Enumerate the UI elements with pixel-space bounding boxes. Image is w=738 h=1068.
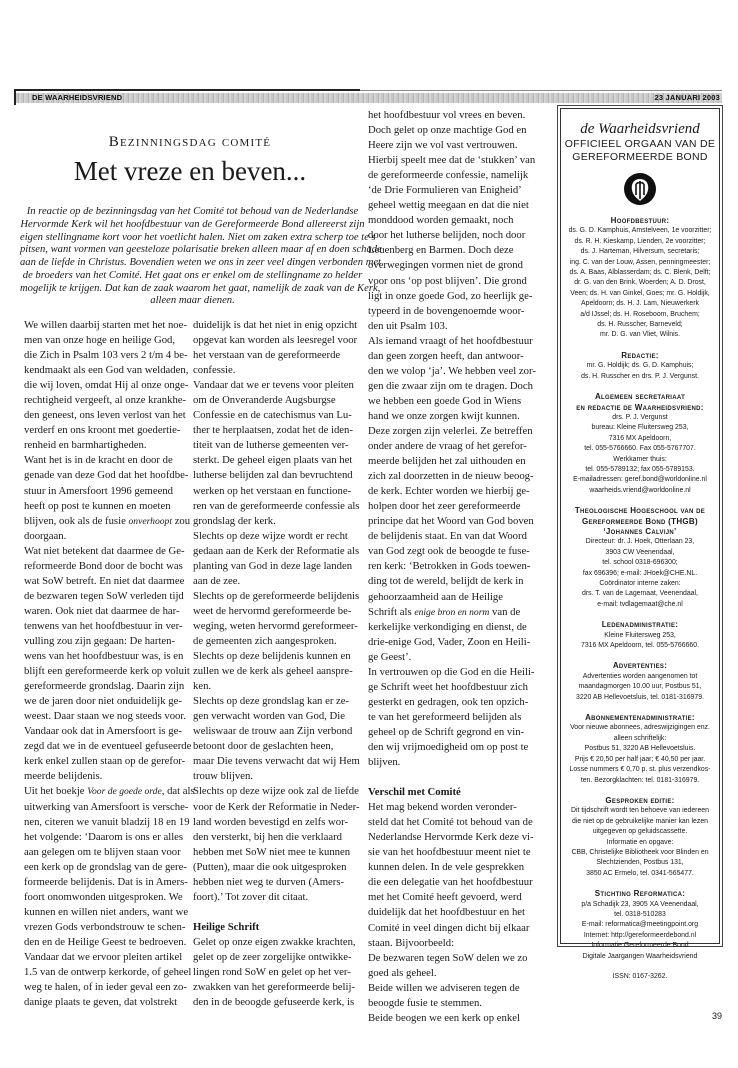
text-line: duidelijk dat het hoofdbestuur en het	[368, 906, 526, 919]
text-line: reformeerde Bond door de bocht was	[24, 559, 183, 572]
text-segment: Schrift als	[368, 605, 415, 618]
colophon-line: tel. 055-5766660. Fax 055-5767707.	[584, 445, 696, 453]
text-line: werken op het verstaan en functione-	[193, 484, 352, 497]
colophon-line: Werkkamer thuis:	[613, 455, 667, 463]
intro-line: eigen stellingname kort voor het voetlicht halen. Niet om zaken extra scherp toe te s	[20, 231, 376, 243]
colophon-heading: Advertenties:	[612, 661, 668, 671]
text-line: die een delegatie van het hoofdbestuur	[368, 876, 533, 889]
gereformeerde-bond-logo-icon	[623, 172, 657, 206]
text-line: kerkelijke verkondiging en dienst, de	[368, 620, 527, 633]
text-line: zwakken van het gereformeerde belij-	[193, 981, 356, 994]
text-line: den wij vrijmoedigheid om op post te	[368, 740, 529, 753]
colophon-line: Dit tijdschrift wordt ten behoeve van iedereen	[571, 807, 709, 815]
colophon-line: 3850 AC Ermelo, tel. 0341-565477.	[586, 869, 694, 877]
text-segment: Uit het boekje	[24, 785, 88, 798]
text-line: gen die zwaar zijn om te dragen. Doch	[368, 379, 533, 392]
text-line: nen, citeren we vanuit bladzij 18 en 19	[24, 815, 190, 828]
text-line: meerde belijden het zal uithouden en	[368, 455, 526, 468]
text-line: Slechts op deze wijze wordt er recht	[193, 529, 348, 542]
colophon-line: Internet: http://gereformeerdebond.nl	[583, 931, 697, 939]
text-line: ren kerk: ‘Betrokken in Gods toewen-	[368, 560, 531, 573]
colophon-section	[561, 506, 719, 610]
text-line: wat SoW betreft. En niet dat daarmee	[24, 574, 185, 587]
text-line: gehoorzaamheid aan de Heilige	[368, 590, 504, 603]
text-line: blijft een gereformeerde kerk op voluit	[24, 665, 190, 678]
text-line: Vandaar dat we ervoor pleiten artikel	[24, 950, 183, 963]
text-line: ge Schrift weet het hoofdbestuur zich	[368, 680, 528, 693]
colophon-line: a/d IJssel; ds. H. Roseboom, Bruchem;	[580, 310, 700, 318]
text-line: overwegingen vormen niet de grond	[368, 259, 523, 272]
colophon-line: Coördinator interne zaken:	[599, 580, 681, 587]
text-line: danige plaats te geven, dat volstrekt	[24, 996, 178, 1009]
text-line: zullen we de kerk als geheel aanspre-	[193, 665, 353, 678]
text-line: stuur in Amersfoort 1996 gemeend	[24, 484, 174, 497]
text-line: weging, weten hervormd gereformeer-	[193, 619, 358, 632]
colophon-heading: Gereformeerde Bond (THGB)	[582, 516, 698, 526]
colophon-section	[561, 392, 719, 496]
text-line: weest. Daar staan we nog steeds voor.	[24, 710, 187, 723]
text-line: Deze zorgen zijn velerlei. Ze betreffen	[368, 424, 533, 437]
text-line: Doch gelet op onze machtige God en	[368, 124, 527, 137]
colophon-line: Veen; ds. H. van Ginkel, Goes; mr. G. Holdijk,	[570, 289, 710, 297]
text-line: genade van deze God dat het hoofdbe-	[24, 469, 189, 482]
colophon-line: Informatie en opgave:	[606, 838, 674, 846]
text-line: het hoofdbestuur vol vrees en beven.	[368, 109, 526, 121]
text-line: het volgende: ‘Daarom is ons er alles	[24, 830, 184, 843]
colophon-section	[561, 972, 719, 982]
text-line: Het mag bekend worden veronder-	[368, 801, 517, 814]
text-line: hebben met SoW niet mee te kunnen	[193, 845, 351, 858]
colophon-line: ds. A. Baas, Alblasserdam; ds. C. Blenk, Delft;	[569, 269, 711, 277]
text-line: om de Onveranderde Augsburgse	[193, 394, 336, 407]
colophon-line: tel. 0318-510283	[614, 910, 666, 918]
text-line: Heere zijn we vol vast vertrouwen.	[368, 139, 518, 152]
text-line: Slechts op de gereformeerde belijdenis	[193, 589, 360, 602]
intro-line: In reactie op de bezinningsdag van het Comité tot behoud van de Nederlandse	[26, 206, 359, 217]
text-line: geheel op de Schrift gegrond en vin-	[368, 725, 525, 738]
text-line: meerde belijdenis.	[24, 770, 103, 783]
text-line: voor ons ‘op post blijven’. Die grond	[368, 274, 527, 287]
italic-text: enige bron en norm	[414, 606, 490, 618]
text-line: de bezwaren tegen SoW verleden tijd	[24, 589, 184, 602]
text-line: Gelet op onze eigen zwakke krachten,	[193, 935, 356, 948]
text-line: hebben niet weg te durven (Amers-	[193, 875, 345, 888]
text-line: Comité in veel dingen dicht bij elkaar	[368, 921, 530, 934]
text-line: holpen door het zeer gereformeerde	[368, 500, 521, 513]
colophon-line: Digitale Jaargangen Waarheidsvriend	[582, 952, 698, 960]
text-line: we hebben een goede God in Wiens	[368, 394, 522, 407]
text-line: ligt in onze goede God, zo heerlijk ge-	[368, 289, 533, 302]
header-rule	[14, 89, 360, 91]
colophon-line: dr. G. van den Brink, Woerden; A. D. Drost,	[574, 279, 706, 287]
text-line: land worden bevestigd en zelfs wor-	[193, 815, 348, 828]
text-line: die wij loven, omdat Hij al onze onge-	[24, 379, 189, 392]
text-line: gelet op de zeer zorgelijke ontwikke-	[193, 950, 352, 963]
colophon-line: Losse nummers € 0,70 p. st. plus verzendkos-	[569, 766, 711, 774]
text-line: gen verwacht worden van God, Die	[193, 710, 345, 723]
text-line: monddood worden gemaakt, noch	[368, 214, 514, 227]
text-line: hand we onze zorgen kwijt kunnen.	[368, 409, 520, 422]
text-line: den en de Heilige Geest te bedroeven.	[24, 935, 187, 948]
italic-text: onverhoopt	[128, 515, 173, 527]
colophon-line: alleen schriftelijk:	[613, 734, 667, 742]
article-column-2	[193, 318, 361, 1010]
colophon-line: E-mail: reformatica@meetingpoint.org	[581, 921, 699, 929]
intro-line: pitsen, want vormen van geesteloze polarisatie breken alleen maar af en doen schade	[20, 244, 382, 256]
colophon-section	[561, 713, 719, 786]
text-line: de belijdenis staat. En van dat Woord	[368, 530, 527, 543]
text-line: 1.5 van de ontwerp kerkorde, of geheel	[24, 966, 192, 979]
text-line: den versterkt, bij hen die verklaard	[193, 830, 342, 843]
colophon-publication: de Waarheidsvriend	[580, 121, 700, 137]
text-line: waren. Ook niet dat daarmee de har-	[24, 604, 180, 617]
text-line: weet de hervormd gereformeerde be-	[193, 604, 352, 617]
colophon-heading: Ledenadministratie:	[601, 620, 679, 630]
colophon-heading: en redactie de Waarheidsvriend:	[576, 402, 704, 412]
text-line: doorgaan.	[24, 529, 67, 542]
article-column-1	[24, 318, 195, 1010]
colophon-line: Prijs € 20,50 per half jaar; € 40,50 per jaar.	[574, 755, 706, 763]
article-title: Met vreze en beven...	[73, 156, 307, 186]
text-line: aan gelegen om te blijven staan voor	[24, 845, 181, 858]
text-line: Nederlandse Hervormde Kerk deze vi-	[368, 831, 534, 844]
text-line: beoogde fusie te stemmen.	[368, 996, 482, 1009]
text-line: den uit Psalm 103.	[368, 319, 448, 332]
text-line: We willen daarbij starten met het noe-	[24, 319, 187, 331]
page-number: 39	[712, 1011, 723, 1021]
colophon-line: waarheids.vriend@worldonline.nl	[589, 486, 691, 494]
colophon-line: ds. J. Harteman, Hilversum, secretaris;	[580, 248, 700, 256]
colophon-heading: Redactie:	[621, 350, 659, 360]
intro-line: aan de liefde in Christus. Bovendien weten we ons in zeer veel dingen verbonden met	[20, 257, 381, 268]
text-line: In vertrouwen op die God en die Heili-	[368, 665, 535, 678]
section-heading: Verschil met Comité	[368, 786, 461, 799]
text-line: Vandaar dat we er tevens voor pleiten	[193, 379, 354, 392]
text-line: den geneest, ons leven verlost van het	[24, 409, 186, 422]
text-line: gereformeerde grondslag. Daarin zijn	[24, 680, 185, 693]
colophon-section	[561, 661, 719, 703]
text-line: gedaan aan de Kerk der Reformatie als	[193, 544, 360, 557]
colophon-line: drs. T. van de Lagemaat, Veenendaal,	[582, 590, 698, 598]
colophon-line: Advertenties worden aangenomen tot	[582, 672, 698, 680]
text-line: voor de Kerk der Reformatie in Neder-	[193, 800, 360, 813]
colophon-line: e-mail: tvdlagemaat@che.nl	[597, 600, 683, 608]
text-line: formeerde belijdenis. Dat is in Amers-	[24, 875, 188, 888]
colophon-line: 7316 MX Apeldoorn, tel. 055-5766660.	[581, 642, 699, 650]
colophon-line: ds. H. Russcher, Barneveld;	[597, 321, 683, 329]
text-line: die Zich in Psalm 103 vers 2 t/m 4 be-	[24, 349, 188, 362]
colophon-sections	[561, 216, 719, 982]
colophon-line: Postbus 51, 3220 AB Hellevoetsluis.	[584, 745, 696, 753]
text-line: geheel wettig meegaan en dat die niet	[368, 199, 529, 212]
text-line: titeit van de lutherse gemeenten ver-	[193, 439, 349, 452]
text-line: den in de beoogde gefuseerde kerk, is	[193, 996, 355, 1009]
text-line: verderf en ons kroont met goedertie-	[24, 424, 181, 437]
colophon-line: ing. C. van der Louw, Assen, penningmeester;	[569, 258, 711, 266]
text-line: zich zal doorzetten in de nieuw beoog-	[368, 470, 534, 483]
colophon-line: die niet op de gebruikelijke manier kan lezen	[572, 817, 708, 825]
text-line: staan. Bijvoorbeeld:	[368, 936, 455, 949]
text-line: drie-enige God, Vader, Zoon en Heili-	[368, 635, 531, 648]
text-segment: , dat als	[161, 785, 195, 798]
colophon-section	[561, 351, 719, 382]
text-line: wens van het hoofdbestuur was, is en	[24, 650, 184, 663]
text-line: (Putten), maar die ook uitgesproken	[193, 860, 347, 873]
text-line: tenwens van het hoofdbestuur in ver-	[24, 619, 183, 632]
text-line: onder andere de vraag of het gerefor-	[368, 440, 527, 453]
text-line: gesterkt en gedragen, ook ten opzich-	[368, 695, 529, 708]
text-line	[193, 905, 361, 920]
text-line: Als iemand vraagt of het hoofdbestuur	[368, 334, 533, 347]
text-line: kunnen delen. In de vele gesprekken	[368, 861, 525, 874]
text-line: De bezwaren tegen SoW delen we zo	[368, 951, 528, 964]
colophon-line: p/a Schadijk 23, 3905 XA Veenendaal,	[581, 900, 699, 908]
text-line: planting van God in deze lage landen	[193, 559, 353, 572]
text-line: Beide beogen we een kerk op enkel	[368, 1011, 520, 1024]
text-line: ding tot de wereld, belijdt de kerk in	[368, 575, 524, 588]
colophon-line: E-mailadressen: geref.bond@worldonline.nl	[573, 476, 707, 484]
colophon-line: mr. G. Holdijk; ds. G. D. Kamphuis;	[586, 362, 694, 370]
colophon-heading: Gesproken editie:	[605, 795, 675, 805]
text-line: weliswaar de trouw aan Zijn verbond	[193, 725, 353, 738]
colophon-section	[561, 889, 719, 962]
text-segment: blijven, ook als de fusie	[24, 514, 129, 527]
text-line: blijven.	[368, 756, 401, 769]
colophon-line: ISSN: 0167-3262.	[612, 973, 668, 980]
text-line: Slechts op deze grondslag kan er ze-	[193, 695, 350, 708]
colophon-line: ds. G. D. Kamphuis, Amstelveen, 1e voorzitter;	[568, 227, 712, 235]
colophon-line: ds. R. H. Kieskamp, Lienden, 2e voorzitter;	[574, 237, 706, 245]
article-intro	[20, 206, 382, 308]
text-line: Beide willen we adviseren tegen de	[368, 981, 520, 994]
text-line: Want het is in de kracht en door de	[24, 454, 173, 467]
colophon-line: tel. school 0318-696300;	[602, 559, 678, 567]
italic-text: Voor de goede orde	[87, 786, 162, 798]
text-line: kunnen en willen niet anders, want we	[24, 905, 189, 918]
colophon-line: ten. Bezorgklachten: tel. 0181-316979.	[580, 776, 700, 784]
text-line: vulling zou zijn gegaan: De harten-	[24, 634, 176, 647]
colophon-line: Apeldoorn; ds. H. J. Lam, Nieuwerkerk	[581, 300, 699, 308]
text-line: uitwerking van Amersfoort is versche-	[24, 800, 189, 813]
colophon-line: 3220 AB Hellevoetsluis, tel. 0181-316979.	[576, 693, 704, 701]
text-line: foort).’ Tot zover dit citaat.	[193, 890, 309, 903]
colophon-line: drs. P. J. Vergunst	[612, 413, 668, 421]
text-line: de kerk. Echter worden we hierbij ge-	[368, 485, 530, 498]
text-line: van God zegt ook de beoogde te fuse-	[368, 545, 530, 558]
text-segment: zou	[172, 514, 191, 527]
text-line: men van onze hoge en heilige God,	[24, 334, 176, 347]
text-line: Slechts op deze wijze ook zal de liefde	[193, 785, 359, 798]
text-line: sie van het hoofdbestuur meent niet te	[368, 846, 531, 859]
colophon-line: Informatie Gereformeerde Bond	[591, 942, 689, 950]
text-line: sterkt. De geheel eigen plaats van het	[193, 454, 353, 467]
colophon-line: mr. D. G. van Vliet, Wilnis.	[599, 331, 681, 339]
text-line: ‘de Drie Formulieren van Enigheid’	[368, 184, 522, 197]
text-line: de gereformeerde confessie, namelijk	[368, 169, 529, 182]
text-line: dan geen zorgen heeft, dan antwoor-	[368, 349, 524, 362]
colophon-line: 7316 MX Apeldoorn,	[608, 434, 672, 442]
text-line: kerk enkel zullen staan op de gerefor-	[24, 755, 186, 768]
colophon-line: tel. 055-5789132; fax 055-5789153.	[585, 465, 695, 473]
running-header	[16, 93, 722, 103]
text-line: principe dat het Woord van God boven	[368, 515, 534, 528]
text-line: met het Comité heeft gevoerd, werd	[368, 891, 522, 904]
colophon-line: Slechtzienden, Postbus 131,	[596, 859, 684, 867]
colophon-line: fax 696396; e-mail: JHoek@CHE.NL.	[582, 569, 698, 577]
running-header-publication: DE WAARHEIDSVRIEND	[32, 93, 123, 102]
text-segment: van de	[489, 605, 521, 618]
text-line	[24, 514, 190, 529]
colophon-subtitle-2: GEREFORMEERDE BOND	[572, 151, 708, 163]
text-line: Vandaar ook dat in Amersfoort is ge-	[24, 725, 182, 738]
text-line: foort onomwonden uitgesproken. We	[24, 890, 183, 903]
colophon-heading: Abonnementenadministratie:	[585, 713, 695, 723]
text-line: typeerd in de bovengenoemde woor-	[368, 304, 525, 317]
text-line: maar Die tevens verwacht dat wij Hem	[193, 755, 360, 768]
colophon-line: uitgegeven op geluidscassette.	[592, 828, 688, 836]
text-line: den we volop ‘ja’. We hebben veel zor-	[368, 364, 536, 377]
intro-line: alleen maar dienen.	[150, 295, 235, 307]
colophon-section	[561, 620, 719, 651]
text-line: ken.	[193, 680, 212, 693]
intro-line: mogelijk te krijgen. Dat kan de zaak waarom het gaat, namelijk de zaak van de Kerk,	[20, 282, 381, 294]
colophon-subtitle-1: OFFICIEEL ORGAAN VAN DE	[564, 138, 716, 150]
text-line: lutherse belijden zal dan bevruchtend	[193, 469, 353, 482]
text-line: kendmaakt als een God van weldaden,	[24, 364, 189, 377]
text-line: Hierbij speelt mee dat de ‘stukken’ van	[368, 154, 536, 167]
running-header-date: 23 JANUARI 2003	[654, 93, 720, 102]
colophon-heading: ‘Johannes Calvijn’	[603, 526, 677, 536]
text-line: goed als geheel.	[368, 966, 437, 979]
colophon-line: bureau: Kleine Fluitersweg 253,	[591, 424, 689, 432]
text-line: opgevat kan worden als leesregel voor	[193, 334, 358, 347]
colophon-line: ds. H. Russcher en drs. P. J. Vergunst.	[581, 372, 699, 380]
text-line: ther te herplaatsen, zodat het de iden-	[193, 424, 353, 437]
text-line: zegd dat we in de eventueel gefuseerde	[24, 740, 192, 753]
text-line: confessie.	[193, 364, 236, 377]
colophon-heading: Stichting Reformatica:	[594, 889, 686, 899]
text-line: betoont door de geslachten heen,	[193, 740, 334, 753]
text-line: Leuenberg en Barmen. Doch deze	[368, 244, 514, 257]
colophon-line: Directeur: dr. J. Hoek, Otterlaan 23,	[585, 538, 695, 546]
text-line: het verstaan van de gereformeerde	[193, 349, 341, 362]
intro-line: de broeders van het Comité. Het gaat ons er enkel om de stellingname zo helder	[22, 269, 363, 281]
header-rule-right	[360, 90, 722, 91]
intro-line: Hervormde Kerk wil het hoofdbestuur van de Gereformeerde Bond allereerst zijn	[20, 218, 365, 230]
text-line	[368, 770, 554, 785]
text-line: ren van de gereformeerde confessie als	[193, 499, 360, 512]
text-line	[24, 784, 195, 799]
colophon-line: maandagmorgen 10.00 uur, Postbus 51,	[578, 683, 702, 691]
text-line: vrezen Gods verbondstrouw te schen-	[24, 920, 186, 933]
colophon-line: CBB, Christelijke Bibliotheek voor Blinden en	[571, 848, 709, 856]
article-column-3	[368, 108, 554, 1026]
text-line: de gemeenten zich aangesproken.	[193, 634, 337, 647]
text-line: ge Geest’.	[368, 650, 412, 663]
text-line: duidelijk is dat het niet in enig opzicht	[193, 319, 358, 331]
text-line: grondslag der kerk.	[193, 514, 276, 527]
text-line: trouw blijven.	[193, 770, 253, 783]
text-line: rechtigheid vergeeft, al onze krankhe-	[24, 394, 187, 407]
text-line: weg te halen, of in ieder geval een zo-	[24, 981, 187, 994]
text-line: door het lutherse belijden, noch door	[368, 229, 526, 242]
text-line: Slechts op deze belijdenis kunnen en	[193, 650, 351, 663]
colophon-section	[561, 796, 719, 879]
text-line: aan de zee.	[193, 574, 241, 587]
text-line: steld dat het Comité tot behoud van de	[368, 816, 533, 829]
text-line	[368, 605, 554, 620]
text-line: Wat niet betekent dat daarmee de Ge-	[24, 544, 185, 557]
text-line: Confessie en de catechismus van Lu-	[193, 409, 352, 422]
text-line: heeft op post te kunnen en moeten	[24, 499, 171, 512]
colophon-section	[561, 216, 719, 341]
colophon-line: Kleine Fluitersweg 253,	[604, 631, 676, 639]
section-heading: Heilige Schrift	[193, 920, 260, 933]
colophon-heading: Theologische Hogeschool van de	[574, 506, 706, 516]
colophon-heading: Algemeen secretariaat	[594, 392, 686, 402]
text-line: renheid en barmhartigheden.	[24, 439, 147, 452]
text-line: een kerk op de grondslag van de gere-	[24, 860, 187, 873]
colophon-line: Voor nieuwe abonnees, adreswijzigingen enz.	[570, 724, 710, 732]
article-kicker: Bezinningsdag comité	[108, 134, 272, 150]
colophon-box	[560, 108, 720, 980]
text-line: te van het gereformeerd belijden als	[368, 710, 522, 723]
text-line: we de jaren door niet onduidelijk ge-	[24, 695, 182, 708]
colophon-line: 3903 CW Veenendaal,	[605, 548, 675, 556]
text-line: lingen rond SoW en gelet op het ver-	[193, 966, 351, 979]
colophon-heading: Hoofdbestuur:	[610, 216, 670, 225]
